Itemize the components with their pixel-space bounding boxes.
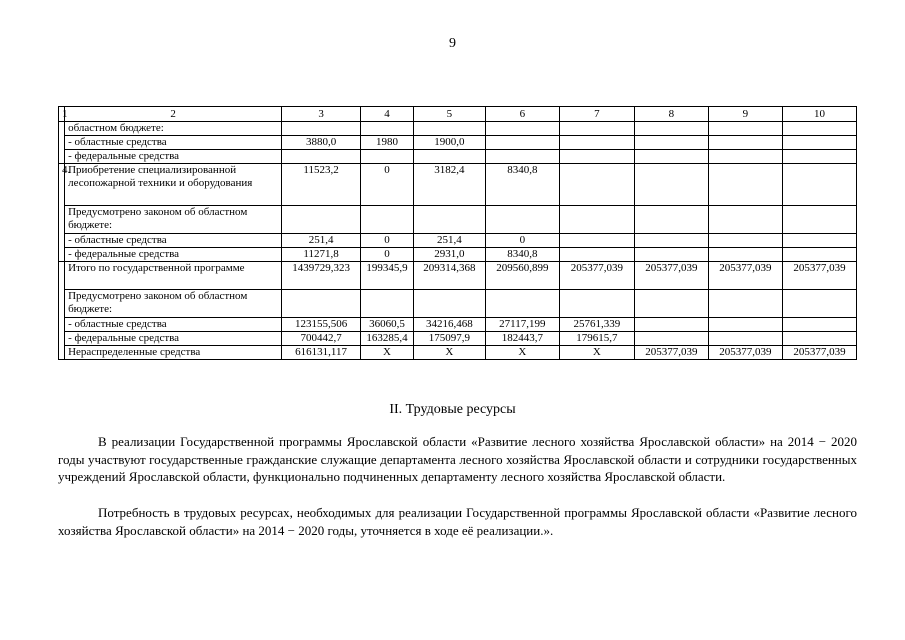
value-cell: 205377,039 — [634, 262, 708, 290]
value-cell: 3182,4 — [413, 164, 485, 206]
table-row — [59, 150, 857, 164]
value-cell — [361, 150, 414, 164]
paragraph-workforce: В реализации Государственной программы Ярославской области «Развитие лесного хозяйства Ярославской области» на 2014 − 2020 годы участвуют государственные гражданские служащие департамента лесного хозяйства Ярославской области и сотрудники государственных учреждений Ярославской области, функционально подчиненных департаменту лесного хозяйства Ярославской области. — [58, 434, 857, 484]
row-label-cell: Итого по государственной программе — [65, 262, 282, 290]
value-cell: 205377,039 — [559, 262, 634, 290]
value-cell — [559, 290, 634, 318]
value-cell — [782, 318, 856, 332]
row-label-cell: - областные средства — [65, 136, 282, 150]
value-cell — [634, 248, 708, 262]
value-cell — [559, 136, 634, 150]
value-cell — [782, 150, 856, 164]
value-cell: 25761,339 — [559, 318, 634, 332]
value-cell: 209560,899 — [485, 262, 559, 290]
paragraph-requirements: Потребность в трудовых ресурсах, необходимых для реализации Государственной программы Ярославской области «Развитие лесного хозяйства Ярославской области» на 2014 − 2020 годы, уточняется в ходе её реализации.». — [58, 505, 857, 538]
table-row — [59, 290, 857, 318]
table-row — [59, 318, 857, 332]
value-cell — [708, 150, 782, 164]
value-cell — [708, 332, 782, 346]
table-row — [59, 346, 857, 360]
value-cell: 175097,9 — [413, 332, 485, 346]
value-cell — [708, 164, 782, 206]
table-row — [59, 136, 857, 150]
table-row — [59, 262, 857, 290]
row-label-cell: - федеральные средства — [65, 332, 282, 346]
value-cell: 205377,039 — [708, 262, 782, 290]
value-cell: 27117,199 — [485, 318, 559, 332]
value-cell — [485, 290, 559, 318]
value-cell: Х — [413, 346, 485, 360]
value-cell — [708, 318, 782, 332]
value-cell — [634, 122, 708, 136]
row-label-cell: - областные средства — [65, 318, 282, 332]
header-cell: 6 — [485, 107, 559, 122]
value-cell — [485, 206, 559, 234]
value-cell: 11523,2 — [282, 164, 361, 206]
header-cell: 3 — [282, 107, 361, 122]
value-cell: 182443,7 — [485, 332, 559, 346]
value-cell: 700442,7 — [282, 332, 361, 346]
value-cell — [782, 136, 856, 150]
value-cell: 251,4 — [413, 234, 485, 248]
value-cell: Х — [361, 346, 414, 360]
value-cell: 1980 — [361, 136, 414, 150]
value-cell — [634, 234, 708, 248]
value-cell: 3880,0 — [282, 136, 361, 150]
header-cell: 2 — [65, 107, 282, 122]
table-header-row — [59, 107, 857, 122]
value-cell: 34216,468 — [413, 318, 485, 332]
value-cell — [782, 290, 856, 318]
row-label-cell: - областные средства — [65, 234, 282, 248]
value-cell — [634, 318, 708, 332]
value-cell — [559, 234, 634, 248]
value-cell: 1900,0 — [413, 136, 485, 150]
value-cell — [634, 164, 708, 206]
value-cell: 0 — [361, 164, 414, 206]
value-cell — [782, 206, 856, 234]
value-cell — [559, 248, 634, 262]
value-cell: 616131,117 — [282, 346, 361, 360]
value-cell: 179615,7 — [559, 332, 634, 346]
row-label-cell: - федеральные средства — [65, 248, 282, 262]
row-label-cell: областном бюджете: — [65, 122, 282, 136]
value-cell: 163285,4 — [361, 332, 414, 346]
value-cell: 199345,9 — [361, 262, 414, 290]
header-cell: 1 — [59, 107, 65, 122]
row-label-cell: Нераспределенные средства — [65, 346, 282, 360]
header-cell: 8 — [634, 107, 708, 122]
value-cell: 205377,039 — [708, 346, 782, 360]
value-cell — [708, 206, 782, 234]
value-cell: 0 — [361, 234, 414, 248]
value-cell — [708, 234, 782, 248]
value-cell — [559, 150, 634, 164]
row-label-cell: Предусмотрено законом об областном бюджете: — [65, 206, 282, 234]
value-cell — [361, 122, 414, 136]
value-cell — [782, 248, 856, 262]
table-row — [59, 234, 857, 248]
value-cell: 251,4 — [282, 234, 361, 248]
value-cell — [485, 122, 559, 136]
value-cell: Х — [485, 346, 559, 360]
value-cell — [282, 150, 361, 164]
page-number: 9 — [449, 36, 456, 51]
value-cell: 123155,506 — [282, 318, 361, 332]
table-body — [59, 107, 857, 360]
value-cell: 0 — [361, 248, 414, 262]
table-row — [59, 164, 857, 206]
value-cell: 2931,0 — [413, 248, 485, 262]
value-cell — [634, 290, 708, 318]
value-cell — [708, 122, 782, 136]
value-cell — [634, 136, 708, 150]
value-cell — [708, 136, 782, 150]
value-cell — [282, 206, 361, 234]
value-cell — [282, 122, 361, 136]
header-cell: 9 — [708, 107, 782, 122]
section-title: II. Трудовые ресурсы — [389, 402, 516, 417]
budget-table — [58, 106, 857, 360]
value-cell — [413, 122, 485, 136]
row-label-cell: - федеральные средства — [65, 150, 282, 164]
value-cell — [361, 206, 414, 234]
value-cell — [559, 206, 634, 234]
value-cell: Х — [559, 346, 634, 360]
value-cell — [634, 206, 708, 234]
value-cell: 8340,8 — [485, 248, 559, 262]
table-row — [59, 122, 857, 136]
header-cell: 5 — [413, 107, 485, 122]
value-cell — [634, 332, 708, 346]
value-cell — [559, 122, 634, 136]
value-cell — [708, 290, 782, 318]
value-cell — [361, 290, 414, 318]
value-cell: 205377,039 — [782, 262, 856, 290]
value-cell — [282, 290, 361, 318]
value-cell — [413, 290, 485, 318]
header-cell: 7 — [559, 107, 634, 122]
header-cell: 4 — [361, 107, 414, 122]
table-row — [59, 206, 857, 234]
row-label-cell: Приобретение специализированной лесопожарной техники и оборудования — [65, 164, 282, 206]
value-cell: 11271,8 — [282, 248, 361, 262]
value-cell — [782, 234, 856, 248]
table-row — [59, 332, 857, 346]
value-cell — [559, 164, 634, 206]
value-cell: 8340,8 — [485, 164, 559, 206]
table-row — [59, 248, 857, 262]
value-cell: 1439729,323 — [282, 262, 361, 290]
value-cell: 209314,368 — [413, 262, 485, 290]
value-cell — [634, 150, 708, 164]
value-cell: 205377,039 — [782, 346, 856, 360]
value-cell — [413, 150, 485, 164]
value-cell — [413, 206, 485, 234]
value-cell — [782, 122, 856, 136]
header-cell: 10 — [782, 107, 856, 122]
row-label-cell: Предусмотрено законом об областном бюджете: — [65, 290, 282, 318]
value-cell: 205377,039 — [634, 346, 708, 360]
value-cell: 0 — [485, 234, 559, 248]
row-number-cell: 4. — [59, 164, 65, 262]
value-cell — [485, 136, 559, 150]
value-cell — [782, 164, 856, 206]
value-cell — [708, 248, 782, 262]
value-cell — [485, 150, 559, 164]
value-cell: 36060,5 — [361, 318, 414, 332]
value-cell — [782, 332, 856, 346]
